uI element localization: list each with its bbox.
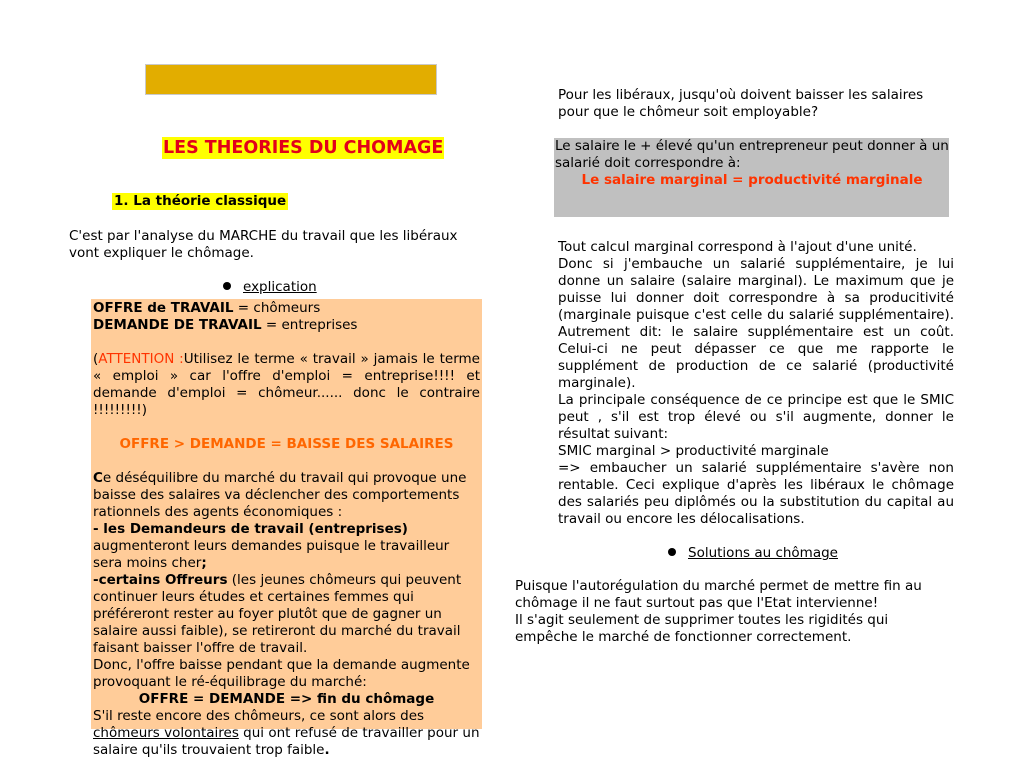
solutions-paragraph (515, 578, 955, 646)
marginal-p1: Tout calcul marginal correspond à l'ajout d'une unité. (558, 239, 917, 255)
marginal-p2: Donc si j'embauche un salarié supplémentaire, je lui donne un salaire (salaire marginal). Le maximum que je puisse lui donner doit correspondre à sa producitivité (marginale puisque c'est celle du salarié supplémentaire). Autrement dit: le salaire supplémentaire est un coût. Celui-ci ne peut dépasser ce que me rapporte le supplément de production de ce salarié (productivité marginale). (558, 256, 954, 391)
bullet-explication (223, 279, 317, 296)
bullet-solutions-label: Solutions au chômage (688, 545, 838, 561)
marginal-p4: SMIC marginal > productivité marginale (558, 443, 829, 459)
demandeurs-paragraph (93, 521, 480, 572)
bullet-dot-icon (668, 548, 676, 556)
para-first-letter: C (93, 470, 103, 486)
marginal-explanation (558, 239, 954, 528)
bullet-dot-icon (223, 282, 231, 290)
equation-offre-sup-demande: OFFRE > DEMANDE = BAISSE DES SALAIRES (119, 436, 454, 452)
marginal-p3: La principale conséquence de ce principe est que le SMIC peut , s'il est trop élevé ou s'il augmente, donner le résultat suivant: (558, 392, 954, 442)
demande-value: = entreprises (261, 317, 358, 333)
demandeurs-semicolon: ; (201, 555, 207, 571)
offre-value: = chômeurs (233, 300, 321, 316)
intro-paragraph: C'est par l'analyse du MARCHE du travail que les libéraux vont expliquer le chômage. (69, 228, 458, 261)
offre-line (93, 300, 480, 317)
attention-note (93, 351, 480, 419)
final-p2: Il s'agit seulement de supprimer toutes les rigidités qui empêche le marché de fonctionner correctement. (515, 612, 889, 645)
last-text-a: S'il reste encore des chômeurs, ce sont alors des (93, 708, 425, 724)
last-text-b: qui ont refusé de travailler pour un salaire qu'ils trouvaient trop faible (93, 725, 480, 758)
gray-box-text: Le salaire le + élevé qu'un entrepreneur peut donner à un salarié doit correspondre à: (555, 138, 949, 171)
demandeurs-label: - les Demandeurs de travail (entreprises) (93, 521, 408, 537)
offreurs-text: (les jeunes chômeurs qui peuvent continuer leurs études et certaines femmes qui préféreront rester au foyer plutôt que de gagner un salaire aussi faible), se retireront du marché du travail faisant baisser l'offre de travail. (93, 572, 462, 656)
attention-paren: ( (93, 351, 99, 367)
salaire-marginal-formula: Le salaire marginal = productivité marginale (581, 172, 923, 188)
marginal-p5: => embaucher un salarié supplémentaire s'avère non rentable. Ceci explique d'après les libéraux le chômage des salariés peu diplômés ou la substitution du capital au travail ou encore les délocalisations. (558, 460, 954, 527)
attention-text: Utilisez le terme « travail » jamais le terme « emploi » car l'offre d'emploi = entreprise!!!! et demande d'emploi = chômeur...... donc le contraire !!!!!!!!!) (93, 351, 480, 418)
offreurs-label: -certains Offreurs (93, 572, 228, 588)
section-heading: 1. La théorie classique (114, 193, 287, 209)
demandeurs-text: augmenteront leurs demandes puisque le travailleur sera moins cher (93, 538, 450, 571)
chomeurs-volontaires-paragraph (93, 708, 480, 759)
equation-equilibre: OFFRE = DEMANDE => fin du chômage (138, 691, 435, 707)
header-color-bar (145, 64, 437, 95)
page-title: LES THEORIES DU CHOMAGE (163, 138, 444, 158)
donc-paragraph: Donc, l'offre baisse pendant que la demande augmente provoquant le ré-équilibrage du marché: (93, 657, 470, 690)
desequilibre-paragraph (93, 470, 480, 521)
offreurs-paragraph (93, 572, 480, 657)
demande-label: DEMANDE DE TRAVAIL (93, 317, 262, 333)
chomeurs-volontaires-term: chômeurs volontaires (93, 725, 239, 741)
salaire-marginal-box (554, 138, 949, 217)
attention-label: ATTENTION : (98, 351, 184, 367)
explanation-box (91, 299, 482, 758)
last-dot: . (324, 742, 330, 758)
demande-line (93, 317, 480, 334)
bullet-explication-label: explication (243, 279, 317, 295)
para-rest: e déséquilibre du marché du travail qui provoque une baisse des salaires va déclencher des comportements rationnels des agents économiques : (93, 470, 467, 520)
right-question: Pour les libéraux, jusqu'où doivent baisser les salaires pour que le chômeur soit employable? (558, 87, 924, 120)
offre-label: OFFRE de TRAVAIL (93, 300, 234, 316)
final-p1: Puisque l'autorégulation du marché permet de mettre fin au chômage il ne faut surtout pas que l'Etat intervienne! (515, 578, 922, 611)
bullet-solutions (668, 545, 838, 562)
